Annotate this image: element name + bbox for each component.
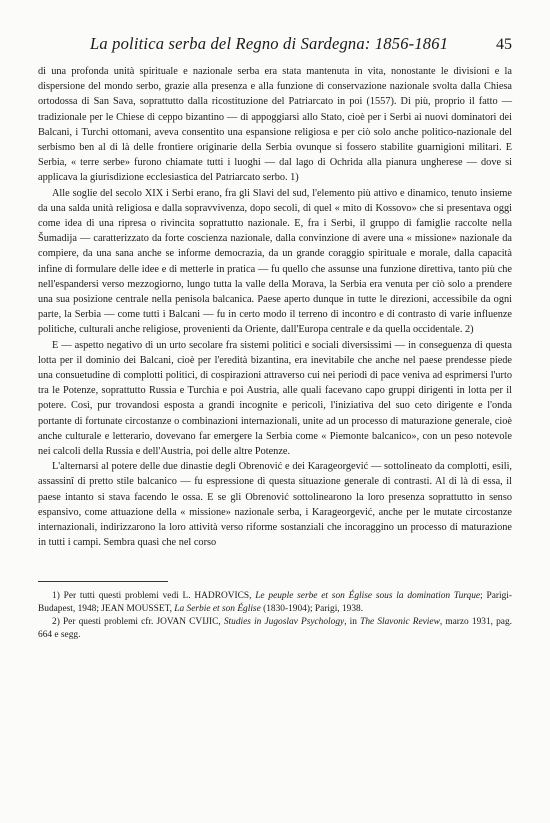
body-text [38, 64, 512, 551]
paragraph: Alle soglie del secolo XIX i Serbi erano, fra gli Slavi del sud, l'elemento più attivo e dinamico, tenuto insieme da una salda unità religiosa e dalla sopravvivenza, dopo secoli, di quel « mito di Kossovo» che si presentava oggi come idea di una ripresa o rivincita soprattutto nazionale. E, fra i Serbi, il gruppo di famiglie raccolte nella Šumadija — caratterizzato da forte coscienza nazionale, dalla convinzione di avere una « missione» nazionale da compiere, da una sana anche se informe democrazia, da un grande coraggio spirituale e morale, dalla capacità infine di formulare delle idee e di metterle in pratica — fu quello che assunse una funzione direttiva, tanto più che nell'espandersi verso mezzogiorno, lungo tutta la valle della Morava, la Serbia era venuta per ciò solo a prendere una sua posizione centrale nella penisola balcanica. Paese aperto dunque in tutte le direzioni, accessibile da ogni parte, la Serbia — come tutti i Balcani — fu in certo modo il terreno di incontro e di contrasto di varie influenze politiche, culturali anche religiose, provenienti da Oriente, dall'Europa centrale e da quella occidentale. 2) [38, 187, 512, 336]
footnote-text: Per questi problemi cfr. JOVAN CVIJIC, [62, 616, 224, 627]
paragraph: di una profonda unità spirituale e nazionale serba era stata mantenuta in vita, nonostante le divisioni e la dispersione del mondo serbo, grazie alla presenza e alla funzione di conservazione nazionale svolta dalla Chiesa ortodossa di San Sava, soprattutto dalla ricostituzione del Patriarcato in poi (1557). Di più, proprio il fatto — tradizionale per le Chiese di ceppo bizantino — di appoggiarsi allo Stato, cioè per i Serbi ai nuovi dominatori dei Balcani, i Turchi ottomani, aveva consentito una espansione religiosa e per ciò solo anche politico-nazionale del serbismo ben al di là delle frontiere originarie della Serbia ovunque si fossero stabilite guarnigioni militari. E Serbia, « terre serbe» furono chiamate tutti i luoghi — dal lago di Ochrida alla pianura ungherese — dove si applicava la giurisdizione ecclesiastica del Patriarcato serbo. 1) [38, 66, 512, 184]
footnote-title: The Slavonic Review [360, 616, 440, 627]
running-title: La politica serba del Regno di Sardegna: 1856-1861 [90, 34, 449, 53]
paragraph: L'alternarsi al potere delle due dinastie degli Obrenović e dei Karageorgević — sottolineato da complotti, esili, assassinî di pretto stile balcanico — fu espressione di questa situazione generale di contrasti. Al di là di essa, il paese intanto si stava facendo le ossa. E se gli Obrenović sottolinearono la loro presenza soprattutto in senso espansivo, come attuazione della « missione» nazionale serba, i Karageorgević, anche per le mutate circostanze internazionali, indirizzarono la loro attività verso riforme sostanziali che incoraggino un processo di maturazione in tutti i campi. Sembra quasi che nel corso [38, 461, 512, 549]
footnote-marker: 1) [52, 590, 60, 601]
footnote [38, 616, 512, 642]
footnote-text: Per tutti questi problemi vedi L. HADROVICS, [63, 590, 256, 601]
footnote-text: (1830-1904); Parigi, 1938. [260, 603, 364, 614]
footnote-marker: 2) [52, 616, 60, 627]
page-number: 45 [496, 36, 512, 53]
paragraph: E — aspetto negativo di un urto secolare fra sistemi politici e sociali diversissimi — in conseguenza di questa lotta per il dominio dei Balcani, cioè per l'eredità bizantina, era inevitabile che anche nel paese prendesse piede una consuetudine di complotti politici, di cospirazioni attraverso cui nei periodi di pace veniva ad esprimersi l'urto tra le Potenze, soprattutto Russia e Turchia e poi Austria, alle quali facevano capo gruppi dirigenti in lotta per il potere. Così, pur trovandosi esposta a grandi incognite e pericoli, l'iniziativa del suo ceto dirigente e l'onda portante di fortunate circostanze o combinazioni internazionali, unite ad un processo di maturazione generale, cioè anche culturale e letterario, dovevano far emergere la Serbia come « Piemonte balcanico», con un peso notevole nei calcoli della Russia e dell'Austria, poi delle altre Potenze. [38, 339, 512, 458]
footnote [38, 590, 512, 616]
footnote-title: La Serbie et son Église [174, 603, 261, 614]
footnote-divider [38, 581, 168, 582]
footnote-text: , in [344, 616, 361, 627]
footnote-text: , marzo 1931, pag. 664 e segg. [38, 616, 512, 641]
page-header [38, 34, 512, 54]
footnote-text: ; Parigi-Budapest, 1948; JEAN MOUSSET, [38, 590, 513, 614]
footnotes [38, 590, 512, 643]
footnote-title: Le peuple serbe et son Église sous la domination Turque [255, 590, 481, 601]
footnote-title: Studies in Jugoslav Psychology [223, 616, 345, 627]
